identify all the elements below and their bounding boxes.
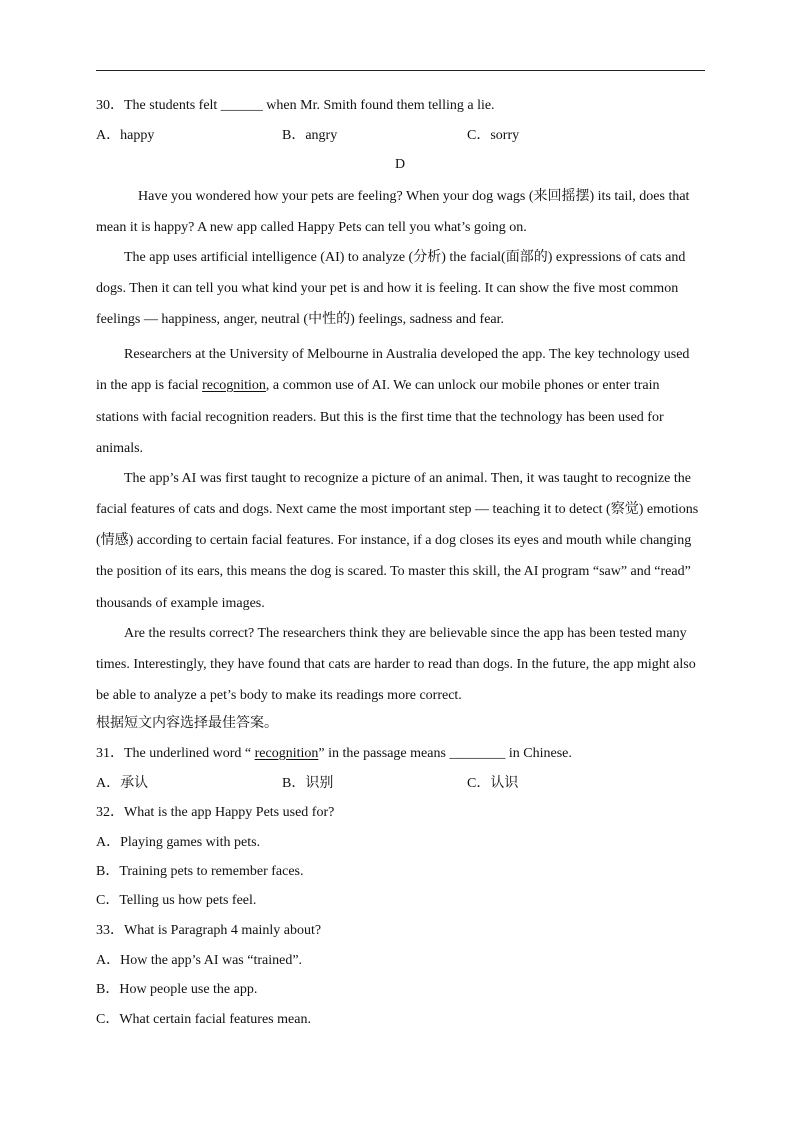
- question-32-option-b: B．Training pets to remember faces.: [96, 864, 304, 879]
- passage-p2-line2: dogs. Then it can tell you what kind your pet is and how it is feeling. It can show the five most common: [96, 281, 679, 296]
- question-31-stem-pre: 31．The underlined word “: [96, 746, 255, 761]
- passage-p3-line2-post: , a common use of AI. We can unlock our mobile phones or enter train: [265, 378, 660, 393]
- question-31-option-b: B．识别: [282, 776, 334, 791]
- question-31-option-c: C．认识: [467, 776, 519, 791]
- question-32-stem: 32．What is the app Happy Pets used for?: [96, 805, 335, 820]
- question-33-option-a: A．How the app’s AI was “trained”.: [96, 953, 303, 968]
- question-31-stem-post: ” in the passage means ________ in Chinese.: [318, 746, 572, 761]
- passage-p5-line2: times. Interestingly, they have found that cats are harder to read than dogs. In the future, the app might also: [96, 657, 696, 672]
- passage-p4-line2: facial features of cats and dogs. Next came the most important step — teaching it to detect (察觉) emotions: [96, 502, 699, 517]
- passage-p1-line1: Have you wondered how your pets are feeling? When your dog wags (来回摇摆) its tail, does that: [138, 189, 690, 204]
- section-label: D: [394, 157, 406, 172]
- question-33-stem: 33．What is Paragraph 4 mainly about?: [96, 923, 322, 938]
- passage-p3-line1: Researchers at the University of Melbourne in Australia developed the app. The key technology used: [124, 347, 690, 362]
- passage-p2-line1: The app uses artificial intelligence (AI) to analyze (分析) the facial(面部的) expressions of cats and: [124, 250, 686, 265]
- passage-p3-line4: animals.: [96, 441, 144, 456]
- question-33-option-b: B．How people use the app.: [96, 982, 258, 997]
- passage-p4-line3: (情感) according to certain facial features. For instance, if a dog closes its eyes and mouth while changing: [96, 533, 692, 548]
- passage-p3-line3: stations with facial recognition readers. But this is the first time that the technology has been used for: [96, 410, 664, 425]
- question-31-underlined-word: recognition: [254, 746, 319, 761]
- passage-p3-line2: [96, 376, 706, 396]
- question-30-stem: 30．The students felt ______ when Mr. Smith found them telling a lie.: [96, 98, 495, 113]
- question-31-option-a: A．承认: [96, 776, 149, 791]
- passage-p5-line3: be able to analyze a pet’s body to make its readings more correct.: [96, 688, 462, 703]
- underlined-word-recognition: recognition: [202, 378, 266, 393]
- question-31-stem: [96, 744, 706, 764]
- question-30-option-a: A．happy: [96, 128, 155, 143]
- passage-p3-line2-pre: in the app is facial: [96, 378, 203, 393]
- passage-p5-line1: Are the results correct? The researchers think they are believable since the app has been tested many: [124, 626, 687, 641]
- passage-p4-line1: The app’s AI was first taught to recognize a picture of an animal. Then, it was taught to recognize the: [124, 471, 691, 486]
- question-33-option-c: C．What certain facial features mean.: [96, 1012, 311, 1027]
- passage-p4-line5: thousands of example images.: [96, 596, 265, 611]
- instruction-text: 根据短文内容选择最佳答案。: [96, 716, 278, 731]
- passage-p2-line3: feelings — happiness, anger, neutral (中性的) feelings, sadness and fear.: [96, 312, 505, 327]
- question-32-option-c: C．Telling us how pets feel.: [96, 893, 257, 908]
- header-rule: [96, 70, 705, 71]
- passage-p4-line4: the position of its ears, this means the dog is scared. To master this skill, the AI program “saw” and “read”: [96, 564, 691, 579]
- passage-p1-line2: mean it is happy? A new app called Happy Pets can tell you what’s going on.: [96, 220, 527, 235]
- question-30-option-c: C．sorry: [467, 128, 520, 143]
- question-32-option-a: A．Playing games with pets.: [96, 835, 261, 850]
- question-30-option-b: B．angry: [282, 128, 338, 143]
